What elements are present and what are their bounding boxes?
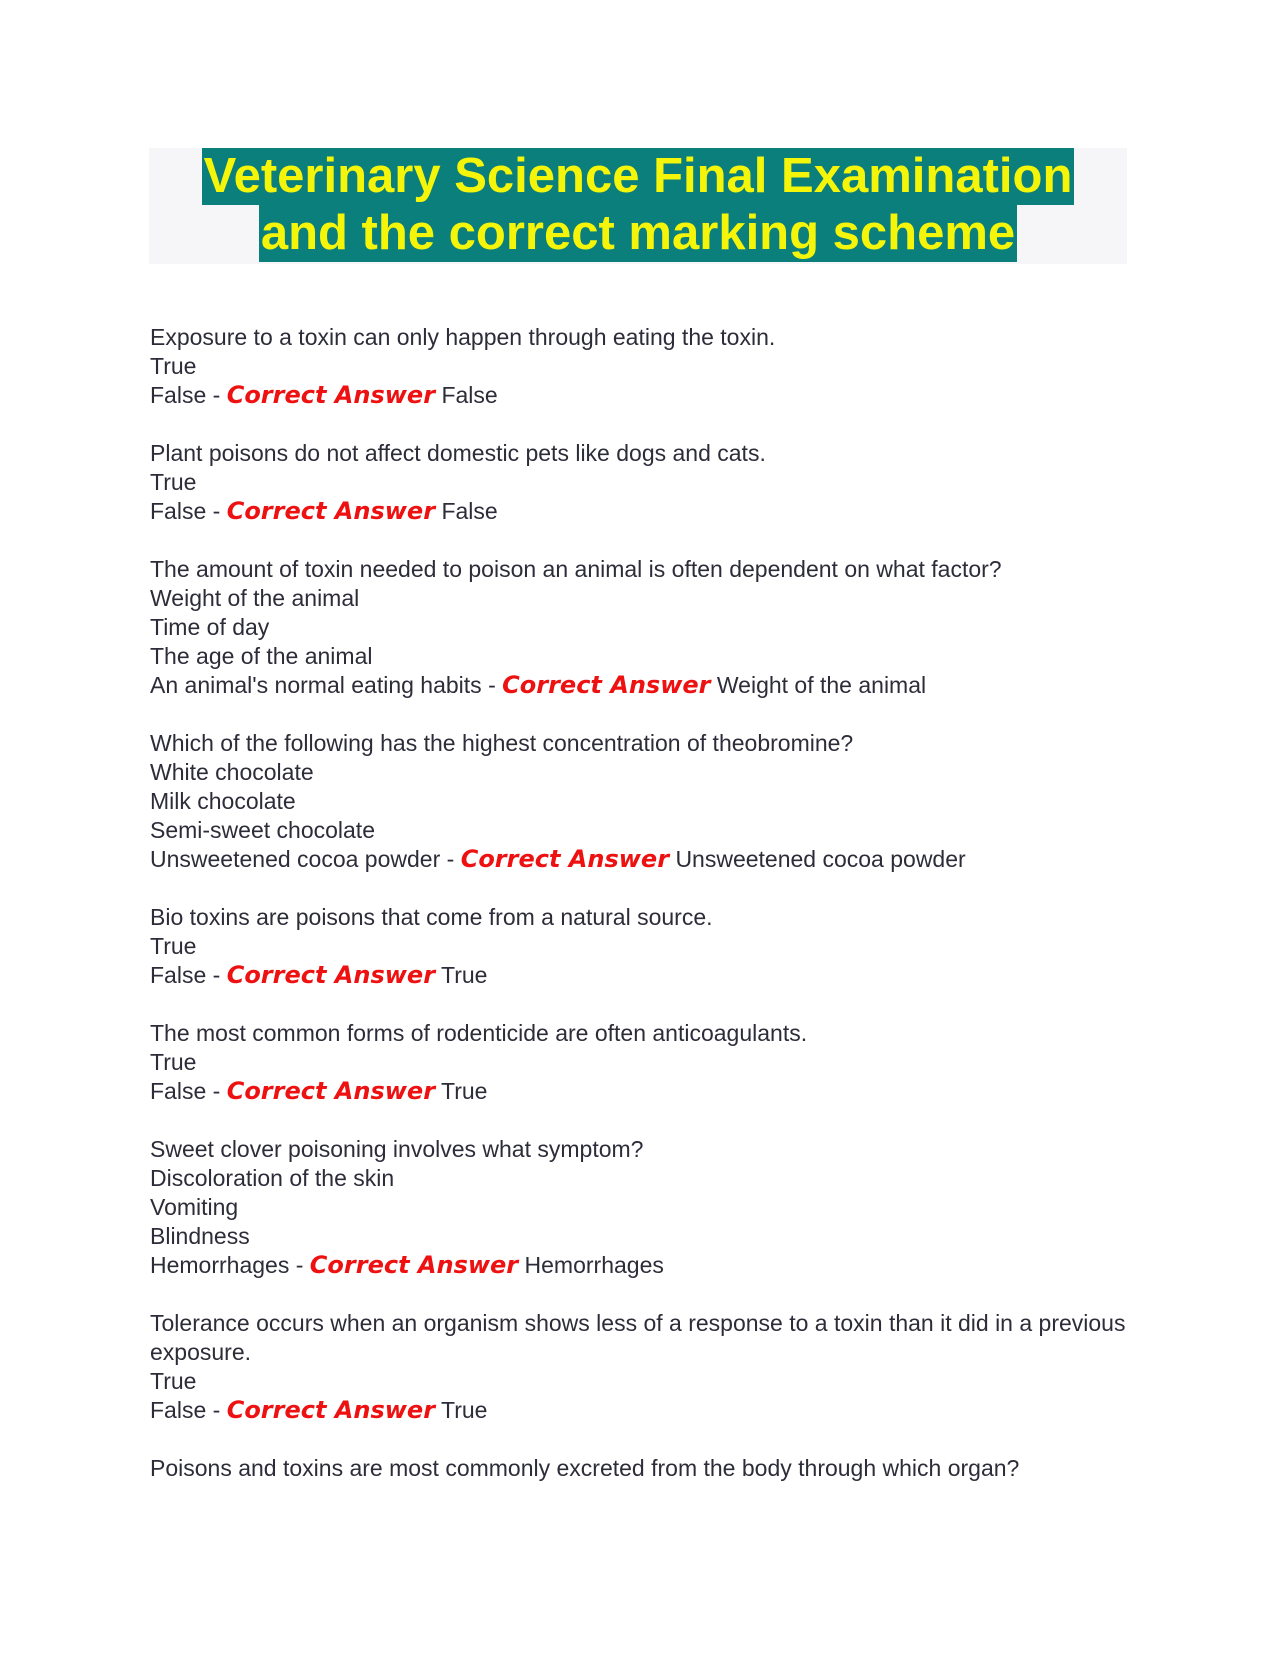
question-block-1 [150,323,1130,410]
options-list [150,468,1130,497]
questions-container [150,323,1130,1425]
option-item: Time of day [150,614,270,640]
last-option: False [150,1397,207,1423]
answer-line [150,1251,1130,1280]
question-text: Which of the following has the highest concentration of theobromine? [150,730,854,756]
answer-line [150,381,1130,410]
question-text: Exposure to a toxin can only happen through eating the toxin. [150,324,776,350]
question-text: The most common forms of rodenticide are often anticoagulants. [150,1020,808,1046]
correct-answer-label: Correct Answer [309,1251,519,1279]
question-block-3 [150,555,1130,700]
option-item: True [150,469,197,495]
correct-answer-value: False [441,382,498,408]
options-list [150,1048,1130,1077]
option-item: True [150,353,197,379]
answer-separator: - [206,382,227,408]
answer-separator: - [206,498,227,524]
last-option: Hemorrhages [150,1252,290,1278]
last-option: An animal's normal eating habits [150,672,482,698]
options-list [150,352,1130,381]
correct-answer-value: True [441,1397,488,1423]
question-block-5 [150,903,1130,990]
option-item: True [150,1049,197,1075]
question-text: Tolerance occurs when an organism shows less of a response to a toxin than it did in a previous exposure. [150,1310,1126,1365]
option-item: Discoloration of the skin [150,1165,395,1191]
option-item: White chocolate [150,759,314,785]
option-item: Semi-sweet chocolate [150,817,375,843]
option-item: True [150,1368,197,1394]
correct-answer-label: Correct Answer [226,961,436,989]
question-text: Sweet clover poisoning involves what symptom? [150,1136,644,1162]
title-line-2: and the correct marking scheme [260,206,1016,260]
question-block-6 [150,1019,1130,1106]
trailing-question-text: Poisons and toxins are most commonly excreted from the body through which organ? [150,1455,1020,1481]
question-block-8 [150,1309,1130,1425]
correct-answer-label: Correct Answer [460,845,670,873]
question-text: The amount of toxin needed to poison an animal is often dependent on what factor? [150,556,1002,582]
correct-answer-label: Correct Answer [226,497,436,525]
correct-answer-label: Correct Answer [226,1396,436,1424]
answer-line [150,1077,1130,1106]
answer-separator: - [481,672,503,698]
answer-line [150,497,1130,526]
correct-answer-value: True [441,1078,488,1104]
correct-answer-value: False [441,498,498,524]
question-text: Bio toxins are poisons that come from a natural source. [150,904,713,930]
answer-separator: - [206,962,227,988]
question-block-2 [150,439,1130,526]
question-block-4 [150,729,1130,874]
last-option: Unsweetened cocoa powder [150,846,441,872]
question-block-7 [150,1135,1130,1280]
correct-answer-value: True [441,962,488,988]
option-item: True [150,933,197,959]
last-option: False [150,962,207,988]
correct-answer-label: Correct Answer [502,671,711,699]
option-item: The age of the animal [150,643,373,669]
answer-separator: - [440,846,461,872]
options-list [150,1367,1130,1396]
correct-answer-value: Hemorrhages [524,1252,664,1278]
option-item: Vomiting [150,1194,239,1220]
option-item: Weight of the animal [150,585,360,611]
correct-answer-value: Unsweetened cocoa powder [675,846,966,872]
answer-line [150,845,1130,874]
options-list [150,932,1130,961]
answer-separator: - [206,1397,227,1423]
answer-line [150,671,1130,700]
answer-separator: - [289,1252,310,1278]
options-list [150,584,1130,671]
correct-answer-label: Correct Answer [226,1077,436,1105]
document-title [149,148,1127,264]
last-option: False [150,498,207,524]
answer-separator: - [206,1078,227,1104]
correct-answer-value: Weight of the animal [716,672,927,698]
title-line-1: Veterinary Science Final Examination [203,149,1073,203]
options-list [150,1164,1130,1251]
correct-answer-label: Correct Answer [226,381,436,409]
options-list [150,758,1130,845]
last-option: False [150,1078,207,1104]
option-item: Milk chocolate [150,788,296,814]
answer-line [150,961,1130,990]
question-text: Plant poisons do not affect domestic pets like dogs and cats. [150,440,766,466]
answer-line [150,1396,1130,1425]
option-item: Blindness [150,1223,250,1249]
last-option: False [150,382,207,408]
questions-list [150,323,1130,1483]
